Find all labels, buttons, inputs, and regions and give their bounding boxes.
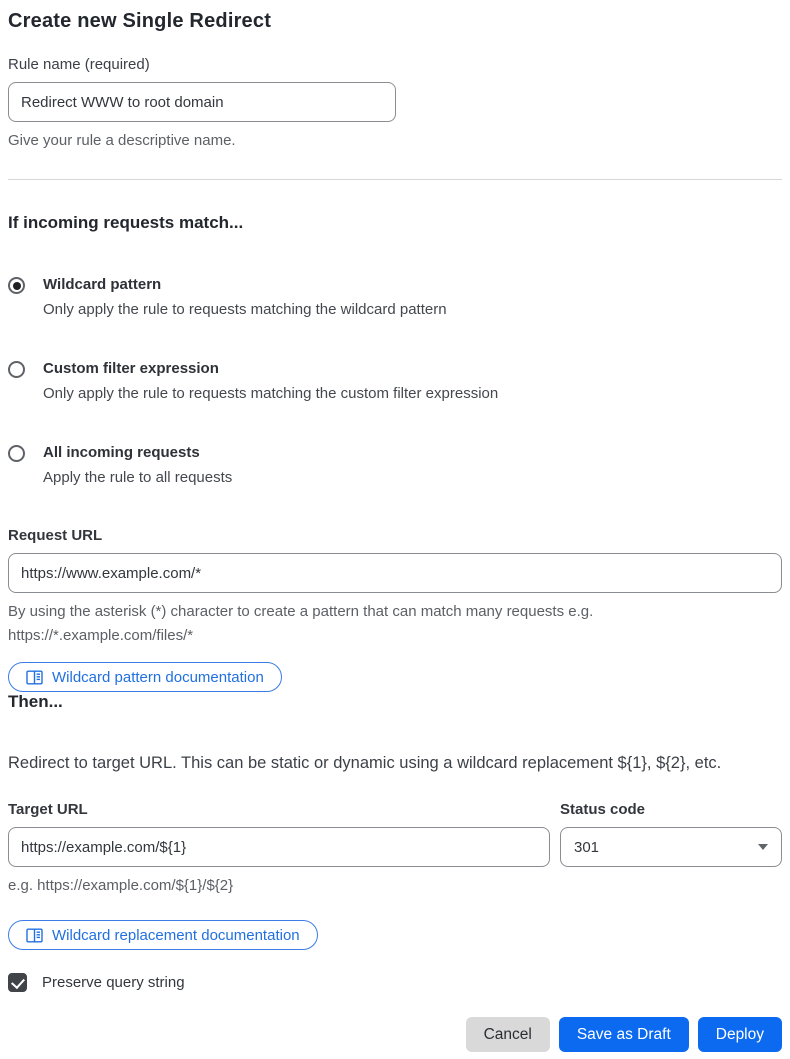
radio-button-icon[interactable]: [8, 277, 25, 294]
radio-description: Only apply the rule to requests matching the wildcard pattern: [43, 301, 447, 318]
chevron-down-icon: [758, 844, 768, 850]
rule-name-field: [8, 56, 782, 153]
radio-option-custom-filter-expression[interactable]: [8, 359, 782, 405]
then-section-description: Redirect to target URL. This can be static or dynamic using a wildcard replacement ${1}, ${2}, etc.: [8, 754, 722, 772]
target-url-status-row: [8, 801, 782, 898]
radio-option-all-incoming-requests[interactable]: [8, 443, 782, 489]
save-as-draft-button[interactable]: Save as Draft: [559, 1017, 689, 1052]
page-title: Create new Single Redirect: [8, 10, 272, 32]
wildcard-pattern-docs-button[interactable]: [8, 662, 282, 692]
status-code-label: Status code: [560, 801, 646, 818]
target-url-field: [8, 801, 550, 898]
radio-description: Apply the rule to all requests: [43, 469, 233, 486]
preserve-query-string-label: Preserve query string: [42, 974, 185, 991]
radio-label: Custom filter expression: [43, 360, 219, 377]
target-url-input[interactable]: [8, 827, 550, 867]
target-url-label: Target URL: [8, 801, 88, 818]
wildcard-replacement-docs-button[interactable]: [8, 920, 318, 950]
preserve-query-string-row[interactable]: [8, 973, 782, 992]
then-section-heading: Then...: [8, 692, 63, 711]
book-icon: [26, 928, 43, 943]
radio-button-icon[interactable]: [8, 361, 25, 378]
book-icon: [26, 670, 43, 685]
rule-name-helper: Give your rule a descriptive name.: [8, 132, 236, 149]
status-code-field: [560, 801, 782, 898]
doc-button-label: Wildcard pattern documentation: [52, 668, 264, 686]
doc-button-label: Wildcard replacement documentation: [52, 926, 300, 944]
rule-name-label: Rule name (required): [8, 56, 150, 73]
request-url-input[interactable]: [8, 553, 782, 593]
status-code-select[interactable]: [560, 827, 782, 867]
radio-label: Wildcard pattern: [43, 276, 162, 293]
rule-name-input[interactable]: [8, 82, 396, 122]
target-url-helper: e.g. https://example.com/${1}/${2}: [8, 877, 234, 894]
section-divider: [8, 179, 782, 180]
match-section-heading: If incoming requests match...: [8, 213, 244, 232]
form-actions: [8, 1017, 782, 1059]
checkbox-icon[interactable]: [8, 973, 27, 992]
create-single-redirect-form: [8, 10, 782, 1059]
radio-label: All incoming requests: [43, 444, 200, 461]
radio-button-icon[interactable]: [8, 445, 25, 462]
radio-option-wildcard-pattern[interactable]: [8, 275, 782, 321]
radio-description: Only apply the rule to requests matching the custom filter expression: [43, 385, 499, 402]
request-url-field: [8, 527, 782, 648]
request-url-label: Request URL: [8, 527, 103, 544]
deploy-button[interactable]: Deploy: [698, 1017, 782, 1052]
cancel-button[interactable]: Cancel: [466, 1017, 550, 1052]
status-code-value: 301: [574, 838, 600, 856]
request-url-helper: By using the asterisk (*) character to create a pattern that can match many requests e.g. https://*.example.com/files/*: [8, 603, 594, 644]
match-type-radio-group: [8, 275, 782, 489]
